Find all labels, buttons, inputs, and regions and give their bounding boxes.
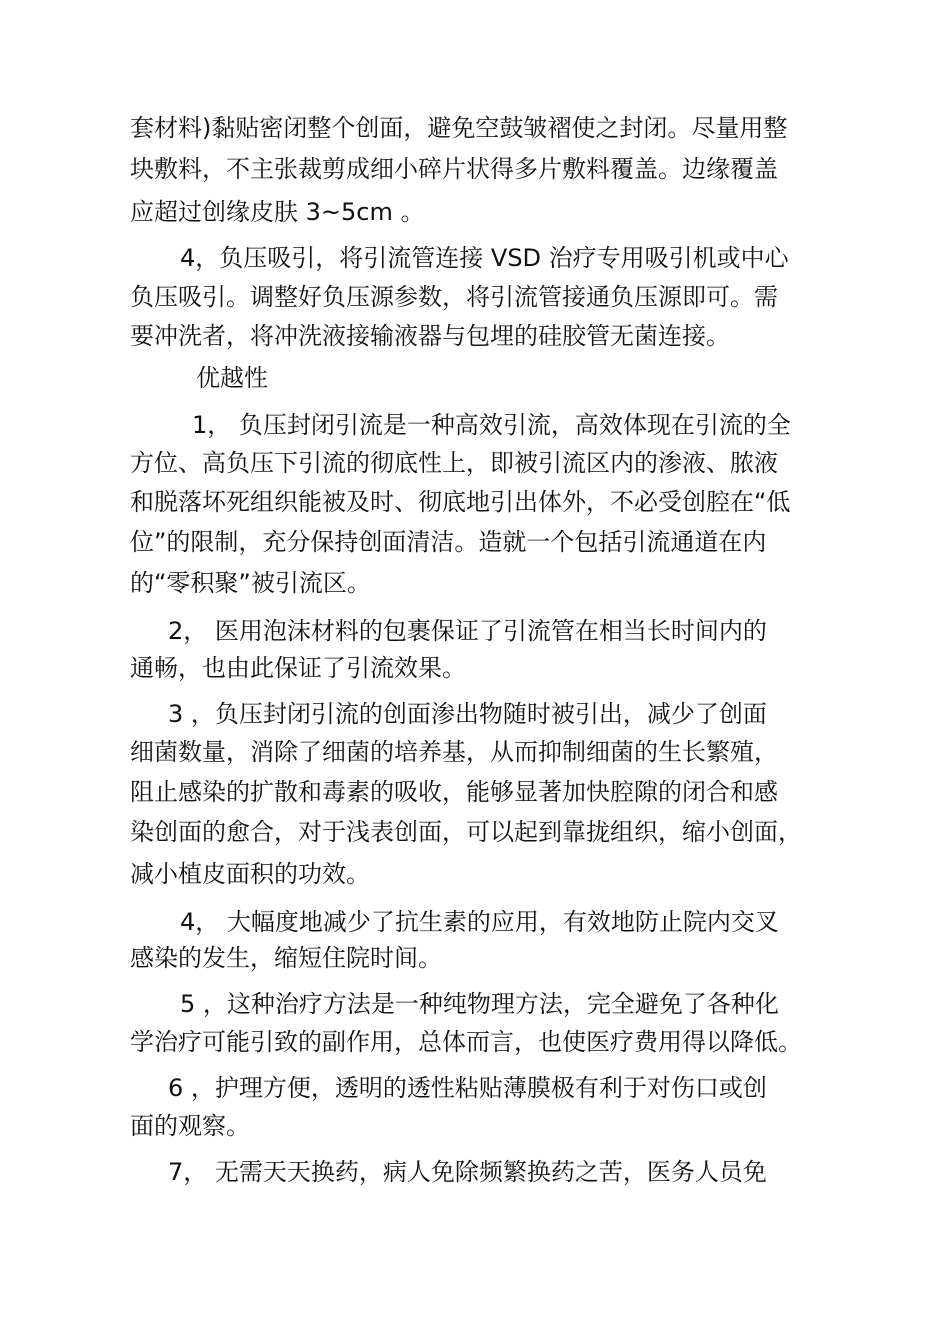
text-line: 面的观察。 (130, 1112, 250, 1140)
text-line: 学治疗可能引致的副作用，总体而言，也使医疗费用得以降低。 (130, 1028, 802, 1056)
text-line: 应超过创缘皮肤 3~5cm 。 (130, 198, 425, 226)
text-line: 减小植皮面积的功效。 (130, 860, 370, 888)
section-heading: 优越性 (196, 364, 268, 392)
text-line: 5 ，这种治疗方法是一种纯物理方法，完全避免了各种化 (180, 990, 779, 1018)
text-line: 4， 大幅度地减少了抗生素的应用，有效地防止院内交叉 (180, 908, 779, 936)
text-line: 6 ，护理方便，透明的透性粘贴薄膜极有利于对伤口或创 (168, 1074, 767, 1102)
text-line: 套材料)黏贴密闭整个创面，避免空鼓皱褶使之封闭。尽量用整 (130, 114, 788, 142)
text-line: 负压吸引。调整好负压源参数，将引流管接通负压源即可。需 (130, 283, 778, 311)
text-line: 细菌数量，消除了细菌的培养基，从而抑制细菌的生长繁殖， (130, 738, 778, 766)
text-line: 块敷料，不主张裁剪成细小碎片状得多片敷料覆盖。边缘覆盖 (130, 155, 778, 183)
text-line: 7， 无需天天换药，病人免除频繁换药之苦，医务人员免 (168, 1158, 767, 1186)
text-line: 的“零积聚”被引流区。 (130, 569, 371, 597)
text-line: 通畅，也由此保证了引流效果。 (130, 654, 466, 682)
text-line: 要冲洗者，将冲洗液接输液器与包埋的硅胶管无菌连接。 (130, 322, 730, 350)
text-line: 感染的发生，缩短住院时间。 (130, 944, 442, 972)
text-line: 染创面的愈合，对于浅表创面，可以起到靠拢组织，缩小创面， (130, 818, 802, 846)
text-line: 和脱落坏死组织能被及时、彻底地引出体外，不必受创腔在“低 (130, 488, 791, 516)
text-line: 位”的限制，充分保持创面清洁。造就一个包括引流通道在内 (130, 528, 767, 556)
text-line: 3 ，负压封闭引流的创面渗出物随时被引出，减少了创面 (168, 700, 767, 728)
text-line: 方位、高负压下引流的彻底性上，即被引流区内的渗液、脓液 (130, 449, 778, 477)
text-line: 阻止感染的扩散和毒素的吸收，能够显著加快腔隙的闭合和感 (130, 778, 778, 806)
text-line: 2， 医用泡沫材料的包裹保证了引流管在相当长时间内的 (168, 617, 767, 645)
text-line: 1， 负压封闭引流是一种高效引流，高效体现在引流的全 (192, 411, 791, 439)
text-line: 4，负压吸引，将引流管连接 VSD 治疗专用吸引机或中心 (180, 244, 789, 272)
